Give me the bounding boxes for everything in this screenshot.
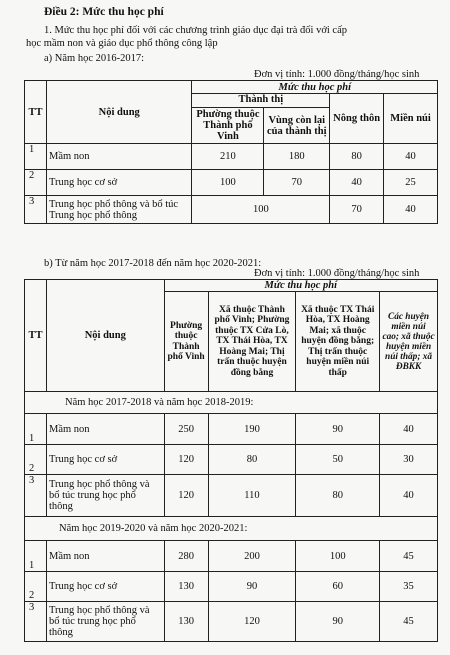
cell: 120 [164, 445, 208, 475]
article-heading: Điều 2: Mức thu học phí [44, 6, 164, 18]
row-name: Trung học phổ thông và bổ túc trung học phổ thông [46, 602, 164, 642]
header-mountain: Miền núi [384, 94, 438, 144]
header-col1: Phường thuộc Thành phố Vinh [164, 292, 208, 392]
table-row [25, 196, 438, 224]
cell: 130 [164, 602, 208, 642]
header-fee: Mức thu học phí [192, 81, 438, 94]
cell: 40 [380, 475, 438, 517]
header-col4: Các huyện miền núi cao; xã thuộc huyện miền núi thấp; xã ĐBKK [380, 292, 438, 392]
cell: 30 [380, 445, 438, 475]
table-row [25, 414, 438, 445]
cell: 40 [330, 170, 384, 196]
section-b-title: b) Từ năm học 2017-2018 đến năm học 2020-2021: [44, 258, 262, 269]
header-tt: TT [25, 81, 47, 144]
cell: 90 [296, 602, 380, 642]
cell: 40 [384, 144, 438, 170]
row-tt: 3 [25, 475, 47, 517]
cell: 50 [296, 445, 380, 475]
cell: 80 [296, 475, 380, 517]
cell: 90 [208, 572, 296, 602]
row-name: Mầm non [46, 144, 192, 170]
cell: 45 [380, 541, 438, 572]
intro-line-1: 1. Mức thu học phí đối với các chương trình giáo dục đại trà đối với cấp [44, 25, 348, 36]
row-tt: 3 [25, 196, 47, 224]
cell: 100 [192, 196, 330, 224]
header-col2: Xã thuộc Thành phố Vinh; Phường thuộc TX Cửa Lò, TX Thái Hòa, TX Hoàng Mai; Thị trấn thuộc huyện đồng bằng [208, 292, 296, 392]
row-name: Mầm non [46, 414, 164, 445]
cell: 80 [330, 144, 384, 170]
table-row [25, 445, 438, 475]
cell: 120 [164, 475, 208, 517]
section-a-unit: Đơn vị tính: 1.000 đồng/tháng/học sinh [254, 69, 420, 80]
header-rural: Nông thôn [330, 94, 384, 144]
group-label: Năm học 2019-2020 và năm học 2020-2021: [25, 517, 438, 541]
group-label: Năm học 2017-2018 và năm học 2018-2019: [25, 392, 438, 414]
cell: 25 [384, 170, 438, 196]
header-rest-urban: Vùng còn lại của thành thị [264, 108, 330, 144]
cell: 180 [264, 144, 330, 170]
row-name: Trung học phổ thông và bổ túc Trung học phổ thông [46, 196, 192, 224]
cell: 200 [208, 541, 296, 572]
header-content: Nội dung [46, 280, 164, 392]
cell: 40 [380, 414, 438, 445]
cell: 190 [208, 414, 296, 445]
intro-line-2: học mầm non và giáo dục phổ thông công lập [26, 38, 218, 49]
fee-table-2017-2021 [24, 279, 438, 642]
cell: 70 [330, 196, 384, 224]
header-ward-vinh: Phường thuộc Thành phố Vinh [192, 108, 264, 144]
row-tt: 2 [25, 170, 47, 196]
table-row [25, 475, 438, 517]
cell: 45 [380, 602, 438, 642]
cell: 40 [384, 196, 438, 224]
cell: 60 [296, 572, 380, 602]
cell: 35 [380, 572, 438, 602]
cell: 70 [264, 170, 330, 196]
row-tt: 1 [25, 144, 47, 170]
cell: 110 [208, 475, 296, 517]
cell: 90 [296, 414, 380, 445]
header-col3: Xã thuộc TX Thái Hòa, TX Hoàng Mai; xã thuộc huyện đồng bằng; Thị trấn thuộc huyện miền núi thấp [296, 292, 380, 392]
row-name: Trung học cơ sở [46, 572, 164, 602]
cell: 130 [164, 572, 208, 602]
row-tt: 3 [25, 602, 47, 642]
cell: 280 [164, 541, 208, 572]
header-fee: Mức thu học phí [164, 280, 437, 292]
header-tt: TT [25, 280, 47, 392]
row-name: Trung học cơ sở [46, 445, 164, 475]
table-row [25, 144, 438, 170]
row-tt: 2 [25, 445, 47, 475]
row-name: Mầm non [46, 541, 164, 572]
row-name: Trung học phổ thông và bổ túc trung học phổ thông [46, 475, 164, 517]
cell: 210 [192, 144, 264, 170]
section-a-title: a) Năm học 2016-2017: [44, 53, 145, 64]
table-row [25, 572, 438, 602]
cell: 120 [208, 602, 296, 642]
row-name: Trung học cơ sở [46, 170, 192, 196]
cell: 100 [192, 170, 264, 196]
cell: 80 [208, 445, 296, 475]
section-b-unit: Đơn vị tính: 1.000 đồng/tháng/học sinh [254, 268, 420, 279]
cell: 100 [296, 541, 380, 572]
table-row [25, 541, 438, 572]
row-tt: 2 [25, 572, 47, 602]
row-tt: 1 [25, 541, 47, 572]
fee-table-2016 [24, 80, 438, 224]
header-content: Nội dung [46, 81, 192, 144]
table-row [25, 170, 438, 196]
row-tt: 1 [25, 414, 47, 445]
cell: 250 [164, 414, 208, 445]
header-urban: Thành thị [192, 94, 330, 108]
table-row [25, 602, 438, 642]
